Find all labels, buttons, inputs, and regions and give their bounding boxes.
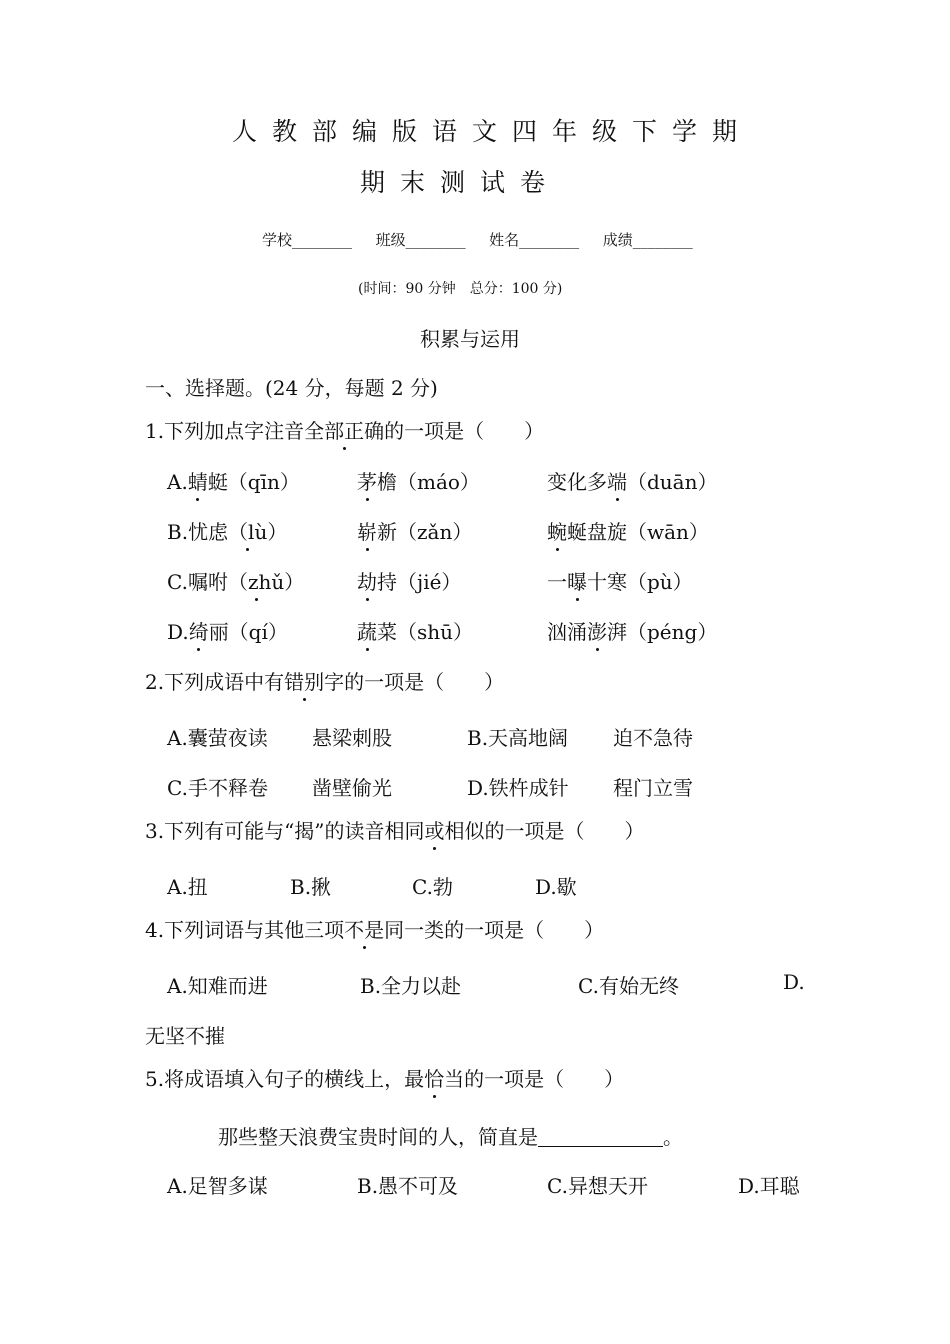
q5-option-c: C.异想天开 xyxy=(547,1174,648,1198)
q1-option-a-3: 变化多端（duān） xyxy=(547,466,718,495)
q4-option-b: B.全力以赴 xyxy=(360,974,462,998)
q5-option-d: D.耳聪 xyxy=(738,1174,800,1198)
section-heading: 积累与运用 xyxy=(420,327,520,351)
q1-option-b: B.忧虑（lù） xyxy=(167,516,287,545)
q2-options-row1d: 迫不急待 xyxy=(613,726,693,750)
q1-option-c: C.嘱咐（zhǔ） xyxy=(167,566,304,595)
paper-title-line1: 人教部编版语文四年级下学期 xyxy=(232,117,753,146)
time-note: (时间：90 分钟 总分：100 分) xyxy=(358,281,563,297)
emphasis-dots: 最恰当 xyxy=(404,1063,464,1092)
q2-options-row2c: D.铁杵成针 xyxy=(467,776,569,800)
q2-options-row1b: 悬梁刺股 xyxy=(312,726,392,750)
answer-blank[interactable] xyxy=(538,1128,663,1147)
question-4-stem: 4.下列词语与其他三项不是同一类的一项是（ ） xyxy=(145,914,604,943)
q3-option-d: D.歇 xyxy=(535,875,577,899)
q4-option-a: A.知难而进 xyxy=(167,974,268,998)
q1-option-d-3: 汹涌澎湃（péng） xyxy=(547,616,717,645)
question-2-stem: 2.下列成语中有错别字的一项是（ ） xyxy=(145,666,504,695)
q2-options-row1: A.囊萤夜读 xyxy=(167,726,268,750)
q1-option-c-3: 一曝十寒（pù） xyxy=(547,566,693,595)
q2-options-row2: C.手不释卷 xyxy=(167,776,268,800)
score-field[interactable]: 成绩________ xyxy=(602,231,693,249)
class-field[interactable]: 班级________ xyxy=(375,231,466,249)
q2-options-row2b: 凿壁偷光 xyxy=(312,776,392,800)
question-3-stem: 3.下列有可能与“揭”的读音相同或相似的一项是（ ） xyxy=(145,815,645,844)
paper-title-line2: 期末测试卷 xyxy=(360,168,561,197)
q1-option-d-2: 蔬菜（shū） xyxy=(357,616,473,645)
name-field[interactable]: 姓名________ xyxy=(489,231,580,249)
q4-option-c: C.有始无终 xyxy=(578,974,679,998)
q4-option-d-wrap: 无坚不摧 xyxy=(145,1024,225,1048)
q2-options-row2d: 程门立雪 xyxy=(613,776,693,800)
school-field[interactable]: 学校________ xyxy=(262,231,353,249)
q3-option-a: A.扭 xyxy=(167,875,208,899)
question-5-stem: 5.将成语填入句子的横线上，最恰当的一项是（ ） xyxy=(145,1063,624,1092)
q1-option-b-3: 蜿蜒盘旋（wān） xyxy=(547,516,709,545)
info-row xyxy=(262,229,693,250)
q5-option-a: A.足智多谋 xyxy=(167,1174,268,1198)
q1-option-d: D.绮丽（qí） xyxy=(167,616,288,645)
question-1-stem: 1.下列加点字注音全部正确的一项是（ ） xyxy=(145,415,544,444)
q1-option-a: A.蜻蜓（qīn） xyxy=(167,466,300,495)
q5-sentence: 那些整天浪费宝贵时间的人，简直是 。 xyxy=(218,1125,683,1149)
q1-option-a-2: 茅檐（máo） xyxy=(357,466,480,495)
q3-option-b: B.揪 xyxy=(290,875,332,899)
q5-option-b: B.愚不可及 xyxy=(357,1174,459,1198)
q4-option-d: D. xyxy=(783,970,805,994)
part-title: 一、选择题。(24 分，每题 2 分) xyxy=(145,376,438,400)
emphasis-dots: 有错别字 xyxy=(264,666,344,695)
q1-option-c-2: 劫持（jié） xyxy=(357,566,461,595)
emphasis-dots: 不是 xyxy=(344,914,384,943)
q1-option-b-2: 崭新（zǎn） xyxy=(357,516,472,545)
emphasis-dots: 相同或相似 xyxy=(385,815,485,844)
q2-options-row1c: B.天高地阔 xyxy=(467,726,569,750)
emphasis-dots: 全部正确 xyxy=(304,415,384,444)
q3-option-c: C.勃 xyxy=(412,875,453,899)
